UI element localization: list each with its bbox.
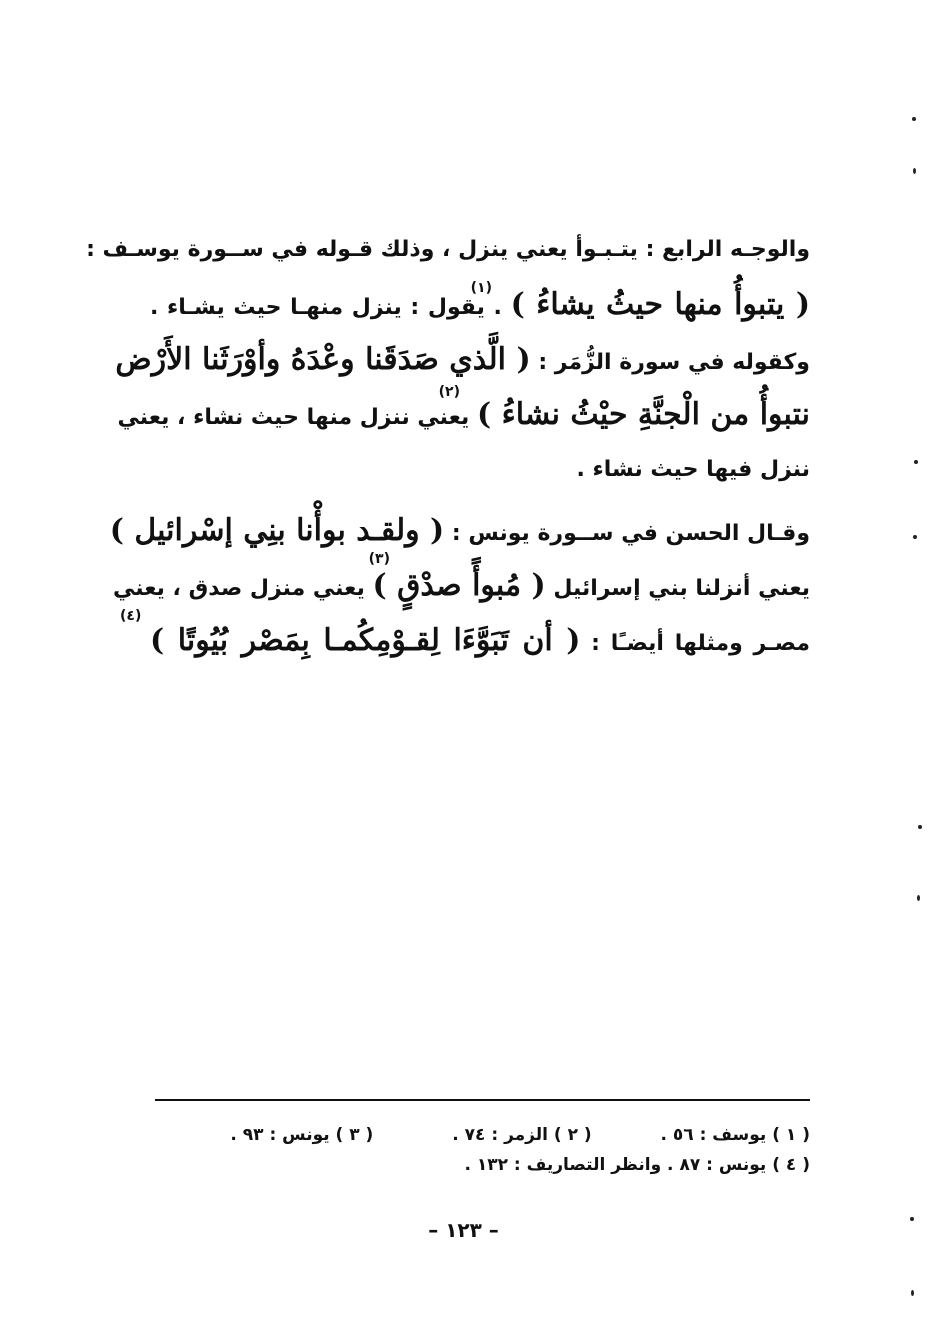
line-text: وكقوله في سورة الزُّمَر :: [530, 350, 810, 375]
scan-speck: [914, 460, 918, 464]
quran-quote-yunus-1: ( ولقـد بوأْنا بنِي إسْرائيل ): [109, 513, 445, 548]
footnote-row: [155, 1120, 810, 1150]
page-number: – ١٢٣ –: [428, 1218, 499, 1242]
scan-speck: [911, 1290, 914, 1296]
main-text: [86, 222, 811, 668]
footnotes: [155, 1120, 810, 1180]
line-text: وقـال الحسن في ســورة يونس :: [444, 521, 810, 546]
text-line-7: [112, 551, 810, 613]
scan-speck: [913, 168, 916, 174]
footnote-ref-4: (٤): [120, 608, 142, 624]
footnote-ref-2: (٢): [438, 384, 460, 400]
quran-quote-yusuf: ( يتبوأُ منها حيثُ يشاءُ ): [510, 287, 811, 322]
quran-quote-zumar: ( الَّذي صَدَقَنا وعْدَهُ وأوْرَثَنا الأَرْض: [115, 342, 531, 377]
quran-quote-zumar-cont: نتبوأُ من الْجنَّةِ حيْثُ نشاءُ ): [476, 397, 810, 432]
quran-quote-yunus-3: ( أن تَبَوَّءَا لِقـوْمِكُمـا بِمَصْر بُيُوتًا ): [150, 623, 581, 658]
text-line-5: [150, 442, 810, 497]
footnote-row: [155, 1150, 810, 1180]
text-line-1: [86, 222, 810, 277]
text-line-8: [120, 608, 810, 668]
scan-speck: [910, 1217, 914, 1221]
scan-speck: [912, 117, 916, 121]
line-text: والوجـه الرابع : يتـبـوأ يعني ينزل ، وذلك قـوله في ســورة يوسـف :: [86, 237, 810, 262]
footnote-3: ( ٣ ) يونس : ٩٣ .: [230, 1125, 374, 1145]
scan-speck: [917, 895, 920, 901]
line-text: يعني ننزل منها حيث نشاء ، يعني: [117, 405, 477, 430]
footnote-1: ( ١ ) يوسف : ٥٦ .: [660, 1125, 810, 1145]
line-text: يعني منزل صدق ، يعني: [112, 576, 373, 601]
line-text: . يقول : ينزل منهـا حيث يشـاء .: [150, 295, 511, 320]
footnote-ref-3: (٣): [368, 551, 390, 567]
text-line-6: [109, 503, 810, 558]
line-text: ننزل فيها حيث نشاء .: [576, 457, 810, 482]
footnote-4: ( ٤ ) يونس : ٨٧ . وانظر التصاريف : ١٣٢ .: [464, 1155, 810, 1175]
quran-quote-yunus-2: ( مُبوأً صدْقٍ ): [372, 568, 546, 603]
text-line-2: [150, 277, 810, 332]
footnote-divider: [155, 1099, 810, 1101]
text-line-3: [115, 332, 810, 387]
line-text: يعني أنزلنا بني إسرائيل: [545, 576, 810, 601]
scan-speck: [913, 535, 917, 539]
footnote-2: ( ٢ ) الزمر : ٧٤ .: [452, 1125, 592, 1145]
scan-speck: [918, 825, 922, 829]
footnote-ref-1: (١): [470, 280, 492, 296]
text-line-4: [117, 384, 810, 442]
line-text: مصـر ومثلها أيضـًا :: [580, 631, 810, 656]
